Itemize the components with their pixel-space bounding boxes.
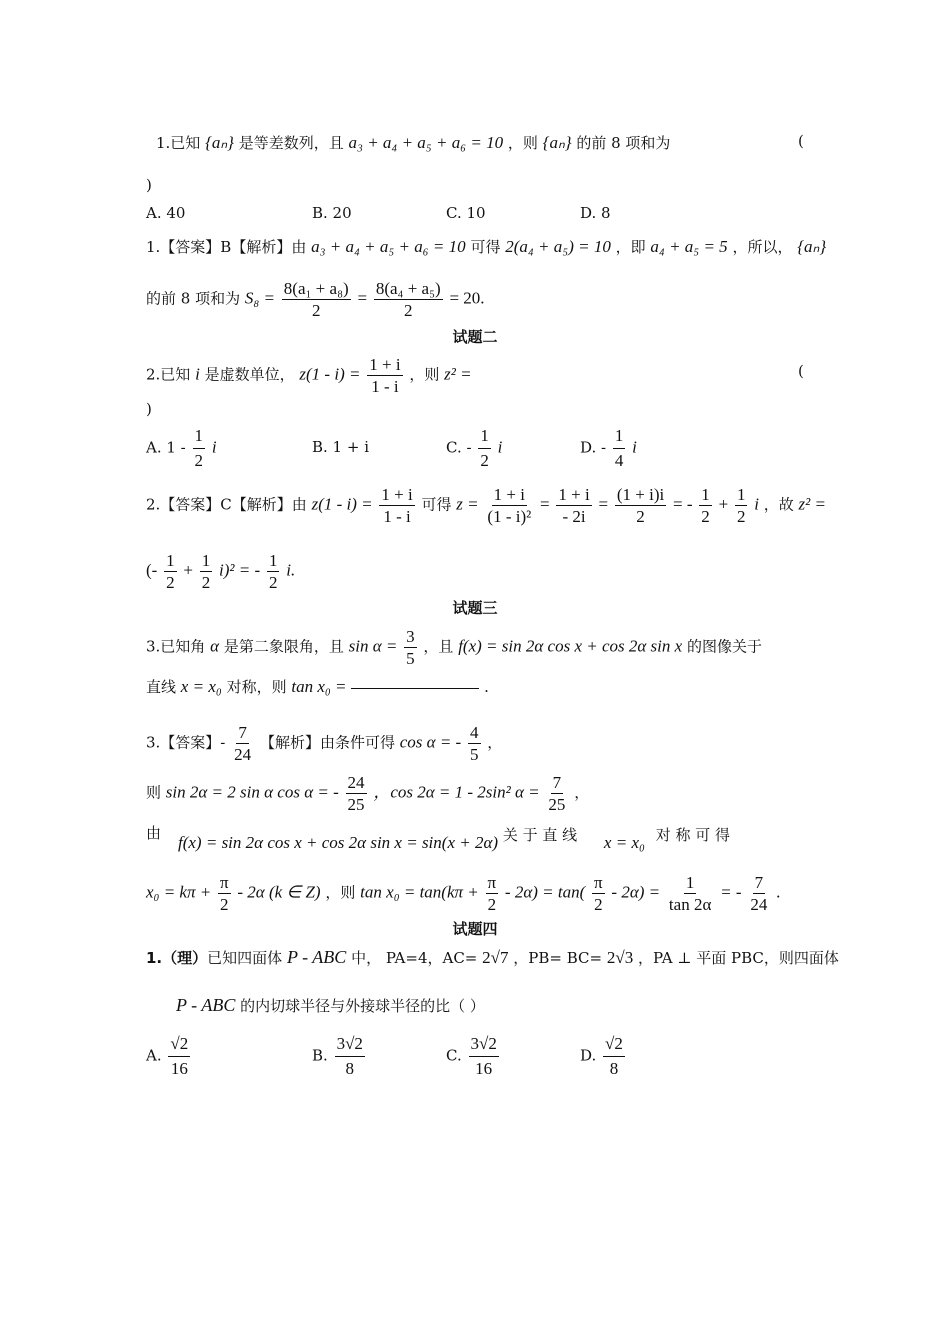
q1-option-c: C. 10	[446, 204, 486, 222]
q1-answer-mid2: ，即	[615, 238, 646, 256]
q1-answer-seq: {aₙ}	[797, 237, 827, 256]
q3-answer-line3: f(x) = sin 2α cos x + cos 2α sin x = sin(x + 2α) 关 于 直 线 x = x₀ 对 称 可 得	[178, 826, 730, 852]
q1-stem-prefix: 1.已知	[156, 134, 201, 152]
q1-answer-mid3: ，所以，	[732, 238, 793, 256]
q3-answer-line3-label: 由	[146, 824, 162, 842]
q1-answer-eq2: 2(a₄ + a₅) = 10	[505, 237, 611, 256]
q1-seq-2: {aₙ}	[542, 133, 572, 152]
q1-cond: a₃ + a₄ + a₅ + a₆ = 10	[348, 133, 504, 152]
q2-fraction: $\frac{1 + i}{1 - i}$	[369, 355, 401, 396]
q1-stem-mid: 是等差数列，且	[238, 134, 344, 152]
q4-stem-line1: 1.（理）已知四面体 P - ABC 中， PA=4，AC= 2√7 ，PB= BC= 2√3 ，PA ⊥ 平面 PBC，则四面体	[146, 947, 839, 967]
q3-answer-blank	[351, 688, 479, 689]
q2-option-b: B. 1 + i	[312, 438, 370, 456]
q1-answer-line2: 的前 8 项和为 S₈ = $\frac{\text{8(a₁ + a₈)}}{2}$ = $\frac{\text{8(a₄ + a₅)}}{2}$ = 20.	[146, 279, 485, 320]
q1-answer-mid: 可得	[470, 238, 501, 256]
q1-answer-eq3: a₄ + a₅ = 5	[650, 237, 728, 256]
q1-paren-open: (	[798, 132, 804, 150]
q1-answer-label: 1.【答案】B【解析】由	[146, 238, 307, 256]
q2-stem-mid: 是虚数单位，	[204, 365, 295, 384]
q2-stem-mid2: ，则	[409, 365, 440, 384]
q4-option-d: D. $\frac{√2}{8}$	[580, 1034, 623, 1078]
q1-answer-line2-prefix: 的前 8 项和为	[146, 289, 241, 308]
q2-paren-close: )	[146, 400, 152, 418]
q1-seq: {aₙ}	[205, 133, 234, 152]
q2-eq-left: z(1 - i) =	[299, 364, 361, 384]
section-heading-3: 试题三	[452, 599, 498, 617]
q3-answer-line2: 则 sin 2α = 2 sin α cos α = - $\frac{24}{25}$ ，cos 2α = 1 - 2sin² α = $\frac{7}{25}$ ，	[146, 773, 590, 814]
q3-answer-line1: 3.【答案】- $\frac{7}{24}$ 【解析】由条件可得 cos α = - $\frac{4}{5}$ ，	[146, 723, 503, 764]
q2-option-a: A. 1 - $\frac{1}{2}$ i	[146, 426, 217, 470]
q2-stem-prefix: 2.已知	[146, 365, 191, 384]
q1-stem-mid2: ，则	[507, 134, 538, 152]
q4-option-b: B. $\frac{3√2}{8}$	[312, 1034, 363, 1078]
q4-stem-line2: P - ABC 的内切球半径与外接球半径的比（ ）	[176, 995, 485, 1015]
q2-i-symbol: i	[195, 364, 200, 384]
q1-stem-suffix: 的前 8 项和为	[576, 134, 671, 152]
q3-stem-line1: 3.已知角 α 是第二象限角，且 sin α = $\frac{3}{5}$ ，且 f(x) = sin 2α cos x + cos 2α sin x 的图像关于	[146, 627, 762, 668]
q2-answer-label: 2.【答案】C【解析】由	[146, 495, 307, 514]
q2-option-c: C. - $\frac{1}{2}$ i	[446, 426, 503, 470]
q1-fraction-2: $\frac{\text{8(a₄ + a₅)}}{2}$	[375, 279, 441, 320]
q2-z-squared: z² =	[444, 364, 472, 384]
q1-option-d: D. 8	[580, 204, 611, 222]
q1-fraction-1: $\frac{\text{8(a₁ + a₈)}}{2}$	[283, 279, 349, 320]
q1-option-a: A. 40	[146, 204, 186, 222]
q1-result: = 20.	[449, 288, 485, 308]
q4-option-c: C. $\frac{3√2}{16}$	[446, 1034, 497, 1078]
q2-answer-line1: 2.【答案】C【解析】由 z(1 - i) = $\frac{1 + i}{1 - i}$ 可得 z = $\frac{1 + i}{\text{(1 - i)²}}$ = $\frac{1 + i}{- 2i}$ = $\frac{(1 + i)i}{2}$ = - $\frac{1}{2}$ + $\frac{1}{2}$ i ，故 z² =	[146, 485, 826, 526]
q1-answer-eq1: a₃ + a₄ + a₅ + a₆ = 10	[311, 237, 466, 256]
q2-stem	[146, 356, 472, 395]
q2-paren-open: (	[798, 362, 804, 380]
section-heading-2: 试题二	[452, 328, 498, 346]
q1-paren-close: )	[146, 176, 152, 194]
q3-stem-line2: 直线 x = x₀ 对称，则 tan x₀ = .	[146, 677, 489, 696]
q1-stem	[156, 134, 670, 151]
q1-s8: S₈ =	[244, 288, 276, 308]
q4-option-a: A. $\frac{√2}{16}$	[146, 1034, 189, 1078]
q1-answer-line1	[146, 238, 826, 255]
q3-answer-line4: x₀ = kπ + $\frac{\pi}{2}$ - 2α (k ∈ Z) ，则 tan x₀ = tan(kπ + $\frac{\pi}{2}$ - 2α) = tan( $\frac{\pi}{2}$ - 2α) = $\frac{1}{\tan 2\alpha}$ = - $\frac{7}{24}$ .	[146, 873, 781, 914]
q2-answer-line2: (- $\frac{1}{2}$ + $\frac{1}{2}$ i)² = - $\frac{1}{2}$ i.	[146, 551, 296, 592]
q2-option-d: D. - $\frac{1}{4}$ i	[580, 426, 637, 470]
section-heading-4: 试题四	[452, 920, 498, 938]
q1-option-b: B. 20	[312, 204, 352, 222]
